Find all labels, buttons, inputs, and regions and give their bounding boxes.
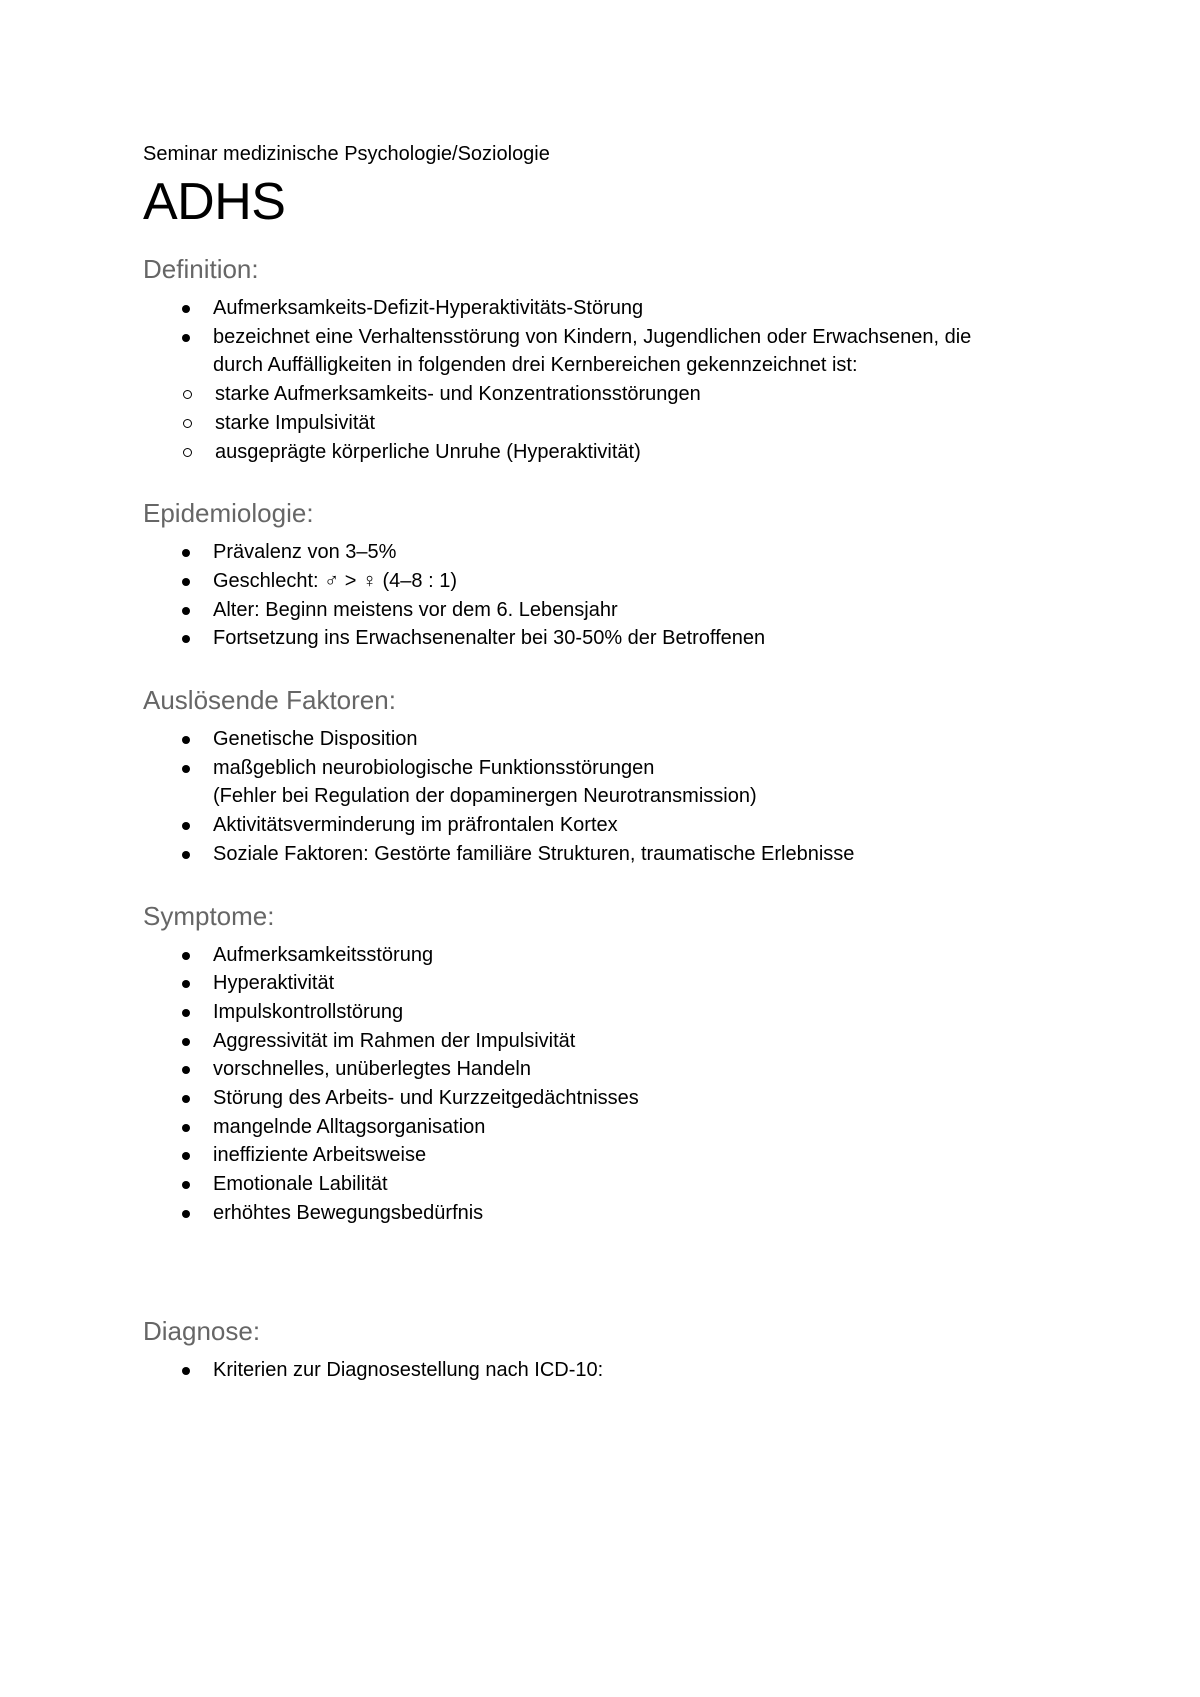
list-item-line: (Fehler bei Regulation der dopaminergen Neurotransmission)	[213, 785, 757, 808]
list-item: Aufmerksamkeitsstörung	[143, 941, 1063, 970]
list-item: Hyperaktivität	[143, 969, 1063, 998]
list-item: Emotionale Labilität	[143, 1170, 1063, 1199]
list-item: Kriterien zur Diagnosestellung nach ICD-10:	[143, 1356, 1063, 1385]
section-diagnose	[143, 1314, 1063, 1385]
list-item: Aktivitätsverminderung im präfrontalen Kortex	[143, 811, 1063, 840]
sub-list-item: ausgeprägte körperliche Unruhe (Hyperaktivität)	[143, 438, 1063, 467]
list-item: Störung des Arbeits- und Kurzzeitgedächtnisses	[143, 1084, 1063, 1113]
list-item: Impulskontrollstörung	[143, 998, 1063, 1027]
section-heading-diagnose: Diagnose:	[143, 1315, 261, 1346]
list-item	[143, 323, 1063, 467]
section-heading-symptome: Symptome:	[143, 900, 275, 931]
document-subtitle: Seminar medizinische Psychologie/Soziologie	[143, 143, 550, 165]
definition-sublist	[143, 380, 1063, 466]
epidemiologie-list	[143, 538, 1063, 653]
symptome-list	[143, 941, 1063, 1228]
document-title: ADHS	[143, 173, 286, 231]
list-item	[143, 754, 1063, 811]
ausloesende-faktoren-list	[143, 725, 1063, 869]
diagnose-list	[143, 1356, 1063, 1385]
section-symptome	[143, 899, 1063, 1228]
list-item: Prävalenz von 3–5%	[143, 538, 1063, 567]
definition-list	[143, 294, 1063, 466]
list-item: Alter: Beginn meistens vor dem 6. Lebensjahr	[143, 596, 1063, 625]
section-heading-definition: Definition:	[143, 254, 259, 284]
section-ausloesende-faktoren	[143, 683, 1063, 869]
list-item: Fortsetzung ins Erwachsenenalter bei 30-50% der Betroffenen	[143, 624, 1063, 653]
list-item-line: bezeichnet eine Verhaltensstörung von Kindern, Jugendlichen oder Erwachsenen, die	[213, 325, 972, 348]
list-item: Aufmerksamkeits-Defizit-Hyperaktivitäts-Störung	[143, 294, 1063, 323]
section-heading-ausloesende-faktoren: Auslösende Faktoren:	[143, 685, 396, 716]
section-epidemiologie	[143, 496, 1063, 653]
list-item-line: maßgeblich neurobiologische Funktionsstörungen	[213, 756, 655, 779]
section-definition	[143, 252, 1063, 466]
sub-list-item: starke Impulsivität	[143, 409, 1063, 438]
sub-list-item: starke Aufmerksamkeits- und Konzentrationsstörungen	[143, 380, 1063, 409]
list-item: vorschnelles, unüberlegtes Handeln	[143, 1055, 1063, 1084]
list-item-line: durch Auffälligkeiten in folgenden drei Kernbereichen gekennzeichnet ist:	[213, 354, 858, 377]
list-item: Soziale Faktoren: Gestörte familiäre Strukturen, traumatische Erlebnisse	[143, 840, 1063, 869]
list-item: mangelnde Alltagsorganisation	[143, 1113, 1063, 1142]
list-item: erhöhtes Bewegungsbedürfnis	[143, 1199, 1063, 1228]
list-item: Aggressivität im Rahmen der Impulsivität	[143, 1027, 1063, 1056]
list-item: Geschlecht: ♂ > ♀ (4–8 : 1)	[143, 567, 1063, 596]
list-item: Genetische Disposition	[143, 725, 1063, 754]
document-page	[143, 140, 1063, 1384]
section-heading-epidemiologie: Epidemiologie:	[143, 498, 314, 529]
list-item: ineffiziente Arbeitsweise	[143, 1141, 1063, 1170]
